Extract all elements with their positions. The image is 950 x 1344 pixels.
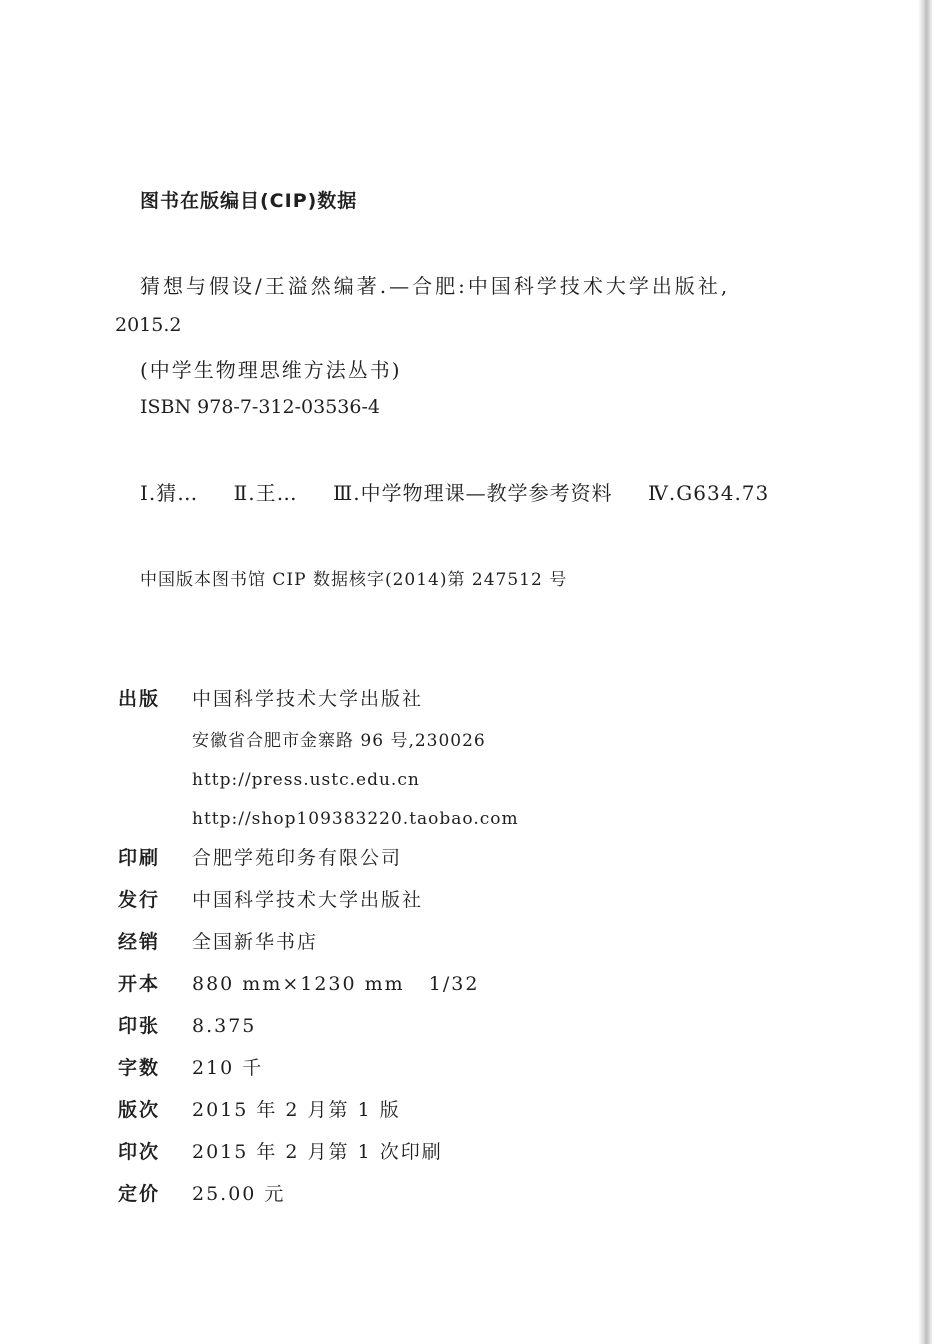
cip-series-line: (中学生物理思维方法丛书) [140,358,402,382]
address-row [118,726,519,765]
printer-value: 合肥学苑印务有限公司 [192,847,403,869]
publisher-name: 中国科学技术大学出版社 [192,688,424,710]
price-row [118,1179,519,1221]
distributor-row [118,885,519,927]
distributor-value: 中国科学技术大学出版社 [192,889,424,911]
cip-isbn-line: ISBN 978-7-312-03536-4 [140,396,380,418]
printing-label: 印次 [118,1141,161,1163]
cip-classification-line [140,477,769,506]
sheets-row [118,1011,519,1053]
sheets-value: 8.375 [192,1015,257,1037]
distributor-label: 发行 [118,889,161,911]
edition-row [118,1095,519,1137]
words-label: 字数 [118,1057,161,1079]
seller-value: 全国新华书店 [192,931,319,953]
price-label: 定价 [118,1183,161,1205]
seller-label: 经销 [118,931,161,953]
page-edge-shadow [918,0,932,1344]
printing-row [118,1137,519,1179]
publisher-website: http://press.ustc.edu.cn [192,770,420,790]
publisher-address: 安徽省合肥市金寨路 96 号,230026 [192,731,486,751]
publication-info [118,684,519,1221]
classification-item: Ⅱ.王… [233,481,298,505]
classification-item: Ⅳ.G634.73 [647,481,770,505]
shop-row [118,804,519,843]
cip-title-line: 猜想与假设/王溢然编著.—合肥:中国科学技术大学出版社, [140,274,731,298]
seller-row [118,927,519,969]
classification-item: Ⅰ.猜… [140,481,199,505]
cip-record-line: 中国版本图书馆 CIP 数据核字(2014)第 247512 号 [140,570,568,590]
cip-year-line: 2015.2 [115,314,182,336]
edition-value: 2015 年 2 月第 1 版 [192,1099,401,1121]
website-row [118,765,519,804]
sheets-label: 印张 [118,1015,161,1037]
publisher-label: 出版 [118,688,161,710]
format-row [118,969,519,1011]
publisher-shop: http://shop109383220.taobao.com [192,809,519,829]
format-value: 880 mm×1230 mm 1/32 [192,973,480,995]
words-row [118,1053,519,1095]
printer-row [118,843,519,885]
printing-value: 2015 年 2 月第 1 次印刷 [192,1141,443,1163]
price-value: 25.00 元 [192,1183,286,1205]
printer-label: 印刷 [118,847,161,869]
words-value: 210 千 [192,1057,264,1079]
classification-item: Ⅲ.中学物理课—教学参考资料 [332,481,613,505]
cip-heading: 图书在版编目(CIP)数据 [140,190,358,212]
publisher-row [118,684,519,726]
edition-label: 版次 [118,1099,161,1121]
format-label: 开本 [118,973,161,995]
